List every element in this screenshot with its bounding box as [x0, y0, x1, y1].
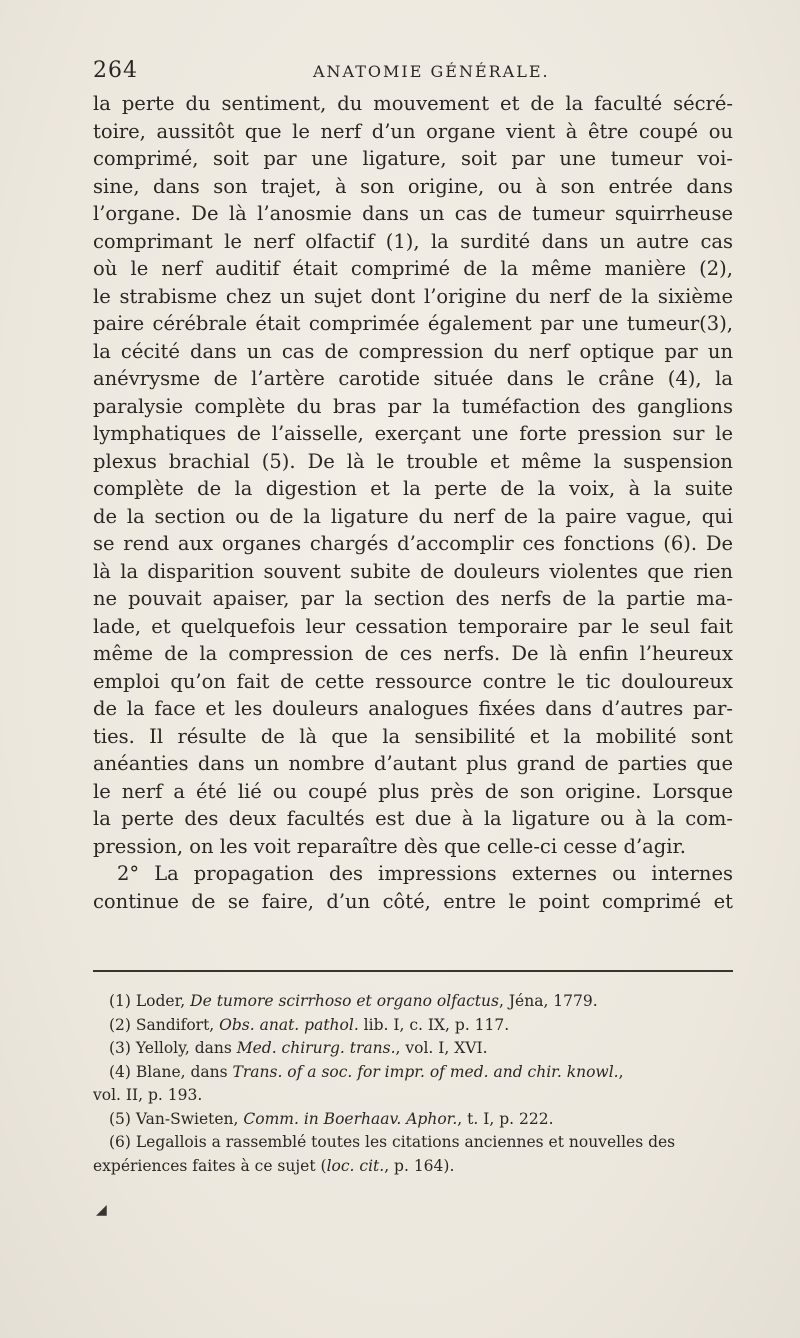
body-text — [93, 90, 733, 915]
footnote-6-continued: expériences faites à ce sujet (loc. cit., p. 164). — [93, 1156, 455, 1175]
body-line: paralysie complète du bras par la tuméfaction des ganglions — [93, 394, 733, 418]
body-line: de la section ou de la ligature du nerf de la paire vague, qui — [93, 504, 733, 528]
running-head: ANATOMIE GÉNÉRALE. — [313, 62, 550, 81]
body-line: où le nerf auditif était comprimé de la même manière (2), — [93, 257, 733, 280]
body-line: toire, aussitôt que le nerf d’un organe vient à être coupé ou — [93, 119, 733, 143]
page-number: 264 — [93, 58, 138, 83]
body-line: sine, dans son trajet, à son origine, ou à son entrée dans — [93, 174, 733, 198]
footnotes — [93, 990, 733, 1178]
body-line: la perte des deux facultés est due à la ligature ou à la com- — [93, 807, 733, 830]
body-line: le nerf a été lié ou coupé plus près de son origine. Lorsque — [93, 779, 733, 803]
body-line: la perte du sentiment, du mouvement et de la faculté sécré- — [93, 92, 733, 115]
footnote-4: (4) Blane, dans Trans. of a soc. for impr. of med. and chir. knowl., — [109, 1062, 624, 1081]
body-line: se rend aux organes chargés d’accomplir ces fonctions (6). De — [93, 532, 733, 555]
ink-mark-icon: ◢ — [96, 1202, 107, 1218]
body-line: emploi qu’on fait de cette ressource contre le tic douloureux — [93, 669, 733, 693]
footnote-rule — [93, 970, 733, 972]
body-line: continue de se faire, d’un côté, entre le point comprimé et — [93, 889, 733, 913]
body-line: la cécité dans un cas de compression du nerf optique par un — [93, 339, 733, 363]
footnote-6: (6) Legallois a rassemblé toutes les citations anciennes et nouvelles des — [109, 1133, 676, 1151]
footnote-3: (3) Yelloly, dans Med. chirurg. trans., vol. I, XVI. — [109, 1039, 488, 1057]
body-line: le strabisme chez un sujet dont l’origine du nerf de la sixième — [93, 284, 733, 308]
body-line: anévrysme de l’artère carotide située dans le crâne (4), la — [93, 367, 733, 390]
footnote-2: (2) Sandifort, Obs. anat. pathol. lib. I, c. IX, p. 117. — [109, 1015, 510, 1034]
footnote-4-continued: vol. II, p. 193. — [93, 1086, 203, 1104]
body-line: l’organe. De là l’anosmie dans un cas de tumeur squirrheuse — [93, 202, 733, 225]
body-line: lade, et quelquefois leur cessation temporaire par le seul fait — [93, 614, 733, 638]
footnote-5: (5) Van-Swieten, Comm. in Boerhaav. Aphor., t. I, p. 222. — [109, 1109, 554, 1128]
body-line: complète de la digestion et la perte de la voix, à la suite — [93, 477, 733, 500]
footnote-1: (1) Loder, De tumore scirrhoso et organo olfactus, Jéna, 1779. — [109, 992, 598, 1010]
body-line: de la face et les douleurs analogues fixées dans d’autres par- — [93, 697, 733, 720]
body-line: comprimé, soit par une ligature, soit par une tumeur voi- — [93, 147, 733, 170]
body-line: comprimant le nerf olfactif (1), la surdité dans un autre cas — [93, 229, 733, 253]
body-line: plexus brachial (5). De là le trouble et même la suspension — [93, 449, 733, 473]
body-line: même de la compression de ces nerfs. De là enfin l’heureux — [93, 642, 733, 665]
body-line: là la disparition souvent subite de douleurs violentes que rien — [93, 559, 733, 583]
body-line: ties. Il résulte de là que la sensibilité et la mobilité sont — [93, 724, 733, 748]
body-line: ne pouvait apaiser, par la section des nerfs de la partie ma- — [93, 587, 733, 610]
body-line: lymphatiques de l’aisselle, exerçant une forte pression sur le — [93, 422, 733, 445]
body-line: 2° La propagation des impressions externes ou internes — [117, 862, 733, 885]
body-line: pression, on les voit reparaître dès que celle-ci cesse d’agir. — [93, 834, 686, 858]
body-line: anéanties dans un nombre d’autant plus grand de parties que — [93, 752, 733, 775]
body-line: paire cérébrale était comprimée également par une tumeur(3), — [93, 312, 733, 335]
page-header — [93, 58, 733, 88]
